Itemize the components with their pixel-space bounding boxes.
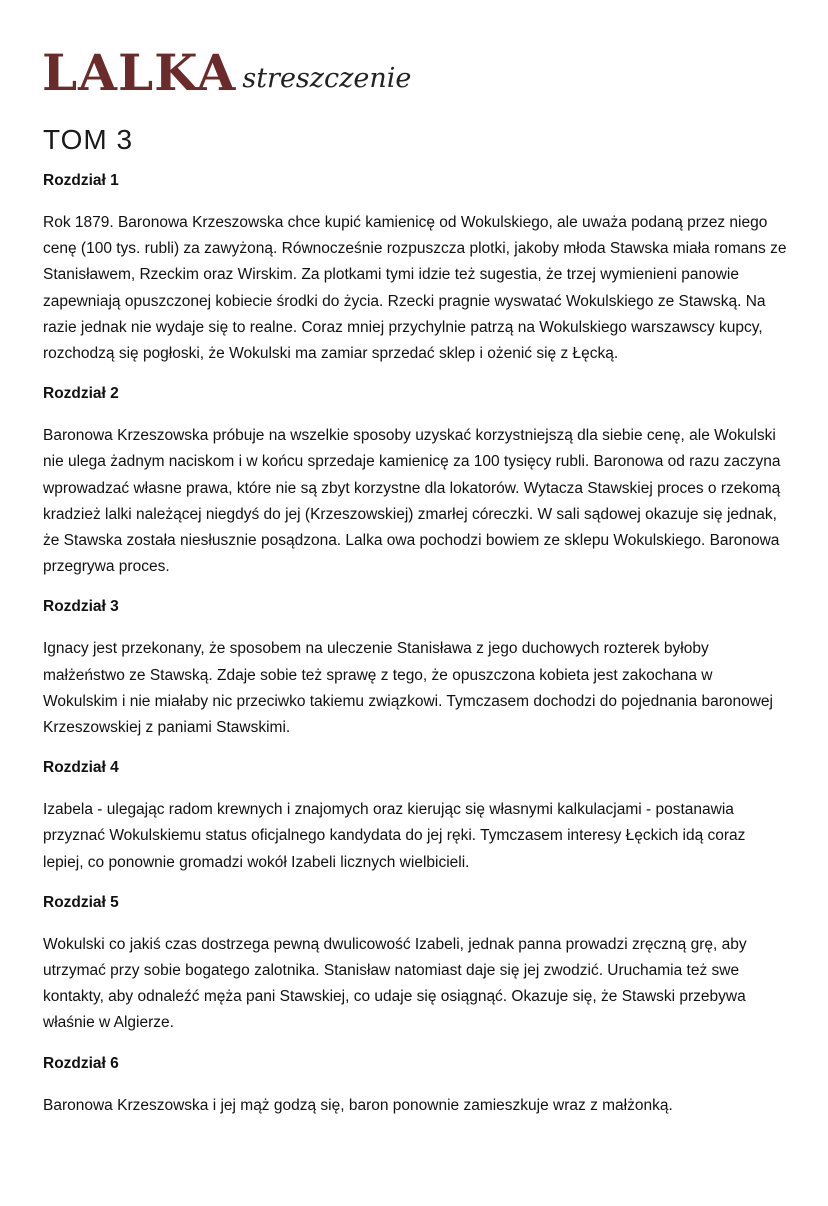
chapter-2 bbox=[43, 385, 788, 580]
chapter-1 bbox=[43, 172, 788, 367]
book-subtitle: streszczenie bbox=[242, 63, 412, 94]
chapter-heading: Rozdział 4 bbox=[43, 759, 119, 777]
chapter-3 bbox=[43, 598, 788, 741]
chapter-text: Baronowa Krzeszowska i jej mąż godzą się, baron ponownie zamieszkuje wraz z małżonką. bbox=[43, 1096, 673, 1114]
chapter-6 bbox=[43, 1055, 788, 1119]
chapter-heading: Rozdział 2 bbox=[43, 385, 119, 403]
chapter-heading: Rozdział 1 bbox=[43, 172, 119, 189]
chapter-text: Baronowa Krzeszowska próbuje na wszelkie sposoby uzyskać korzystniejszą dla siebie cenę, ale Wokulski nie ulega żadnym naciskom i w końcu sprzedaje kamienicę za 100 tysięcy rubli. Baronowa od razu zaczyna wprowadzać własne prawa, które nie są zbyt korzystne dla lokatorów. Wytacza Stawskiej proces o rzekomą kradzież lalki należącej niegdyś do jej (Krzeszowskiej) zmarłej córeczki. W sali sądowej okazuje się jednak, że Stawska została niesłusznie posądzona. Lalka owa pochodzi bowiem ze sklepu Wokulskiego. Baronowa przegrywa proces. bbox=[43, 427, 781, 576]
chapter-heading: Rozdział 6 bbox=[43, 1054, 119, 1072]
chapter-heading: Rozdział 3 bbox=[43, 598, 119, 616]
chapter-5 bbox=[43, 894, 788, 1037]
chapter-text: Izabela - ulegając radom krewnych i znajomych oraz kierując się własnymi kalkulacjami - postanawia przyznać Wokulskiemu status oficjalnego kandydata do jej ręki. Tymczasem interesy Łęckich idą coraz lepiej, co ponownie gromadzi wokół Izabeli licznych wielbicieli. bbox=[43, 801, 746, 871]
chapter-heading: Rozdział 5 bbox=[43, 893, 119, 911]
volume-heading: TOM 3 bbox=[43, 124, 134, 155]
chapter-text: Wokulski co jakiś czas dostrzega pewną dwulicowość Izabeli, jednak panna prowadzi zręczną grę, aby utrzymać przy sobie bogatego zalotnika. Stanisław natomiast daje się jej zwodzić. Uruchamia też swe kontakty, aby odnaleźć męża pani Stawskiej, co udaje się osiągnąć. Okazuje się, że Stawski przebywa właśnie w Algierze. bbox=[43, 935, 747, 1032]
chapter-list bbox=[43, 172, 788, 1137]
document-header bbox=[42, 43, 412, 102]
chapter-text: Rok 1879. Baronowa Krzeszowska chce kupić kamienicę od Wokulskiego, ale uważa podaną przez niego cenę (100 tys. rubli) za zawyżoną. Równocześnie rozpuszcza plotki, jakoby młoda Stawska miała romans ze Stanisławem, Rzeckim oraz Wirskim. Za plotkami tymi idzie też sugestia, że trzej wymienieni panowie zapewniają opuszczonej kobiecie środki do życia. Rzecki pragnie wyswatać Wokulskiego ze Stawską. Na razie jednak nie wydaje się to realne. Coraz mniej przychylnie patrzą na Wokulskiego warszawscy kupcy, rozchodzą się pogłoski, że Wokulski ma zamiar sprzedać sklep i ożenić się z Łęcką. bbox=[43, 214, 787, 363]
chapter-4 bbox=[43, 759, 788, 876]
book-title: LALKA bbox=[42, 43, 237, 102]
chapter-text: Ignacy jest przekonany, że sposobem na uleczenie Stanisława z jego duchowych rozterek byłoby małżeństwo ze Stawską. Zdaje sobie też sprawę z tego, że opuszczona kobieta jest zakochana w Wokulskim i nie miałaby nic przeciwko takiemu związkowi. Tymczasem dochodzi do pojednania baronowej Krzeszowskiej z paniami Stawskimi. bbox=[43, 640, 773, 737]
